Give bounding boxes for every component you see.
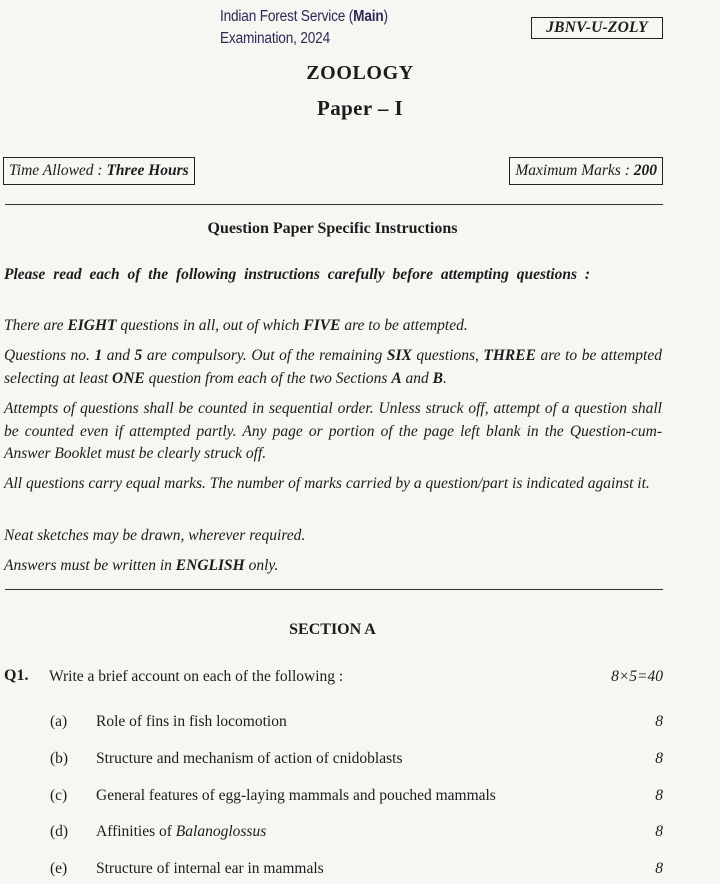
p1-bold-b: EIGHT bbox=[67, 317, 117, 334]
question-part bbox=[0, 860, 720, 884]
time-label: Time Allowed : bbox=[9, 162, 107, 179]
question-part bbox=[0, 750, 720, 774]
stamp-bold: Main bbox=[353, 8, 384, 25]
question-marks: 8×5=40 bbox=[611, 668, 663, 685]
part-text: General features of egg-laying mammals and pouched mammals bbox=[96, 787, 496, 804]
p1-text-a: There are bbox=[4, 317, 68, 334]
instructions-lead: Please read each of the following instructions carefully before attempting questions : bbox=[4, 266, 591, 283]
part-marks: 8 bbox=[655, 787, 663, 804]
marks-label: Maximum Marks : bbox=[515, 162, 634, 179]
p2-bold-j: ONE bbox=[112, 369, 145, 387]
paper-title: Paper – I bbox=[316, 96, 404, 120]
question-text: Write a brief account on each of the following : bbox=[49, 668, 344, 685]
marks-value: 200 bbox=[633, 162, 657, 179]
instruction-compulsory bbox=[4, 345, 662, 390]
p2-text-o: . bbox=[443, 369, 447, 387]
stamp-prefix: Indian Forest Service ( bbox=[220, 8, 354, 25]
part-label: (a) bbox=[50, 713, 68, 730]
question-part bbox=[0, 787, 720, 811]
part-marks: 8 bbox=[655, 713, 663, 730]
stamp-line-1 bbox=[220, 6, 388, 28]
p6-bold-b: ENGLISH bbox=[175, 557, 245, 574]
part-text-italic: Balanoglossus bbox=[175, 823, 267, 840]
exam-stamp bbox=[220, 6, 388, 50]
part-label: (b) bbox=[50, 750, 69, 767]
part-text: Role of fins in fish locomotion bbox=[96, 713, 287, 730]
p1-bold-d: FIVE bbox=[303, 317, 341, 334]
instruction-question-count bbox=[4, 315, 662, 338]
p2-bold-b: 1 bbox=[94, 347, 103, 364]
subject-title: ZOOLOGY bbox=[306, 62, 414, 84]
instruction-language bbox=[4, 555, 662, 578]
part-label: (c) bbox=[50, 787, 68, 804]
instruction-sketches: Neat sketches may be drawn, wherever required. bbox=[4, 527, 306, 544]
divider-top bbox=[5, 204, 663, 205]
p2-text-c: and bbox=[102, 347, 135, 364]
p2-text-e: are compulsory. Out of the remaining bbox=[142, 347, 387, 364]
p2-bold-n: B bbox=[432, 369, 444, 387]
part-text: Structure and mechanism of action of cnidoblasts bbox=[96, 750, 403, 767]
paper-code: JBNV-U-ZOLY bbox=[531, 17, 663, 39]
stamp-suffix: ) bbox=[383, 8, 388, 25]
time-value: Three Hours bbox=[106, 162, 189, 179]
p2-bold-d: 5 bbox=[134, 347, 143, 364]
part-text-prefix: Affinities of bbox=[96, 823, 176, 840]
instruction-marks: All questions carry equal marks. The number of marks carried by a question/part is indicated against it. bbox=[4, 475, 650, 492]
p2-text-g: questions, bbox=[411, 347, 484, 364]
p6-text-c: only. bbox=[244, 557, 279, 574]
section-a-title: SECTION A bbox=[289, 621, 376, 638]
p2-text-m: and bbox=[401, 369, 433, 387]
p2-text-k: question from each of the two Sections bbox=[144, 369, 392, 387]
divider-bottom bbox=[5, 589, 663, 590]
question-number: Q1. bbox=[4, 667, 29, 684]
question-part bbox=[0, 823, 720, 847]
part-label: (d) bbox=[50, 823, 69, 840]
p6-text-a: Answers must be written in bbox=[4, 557, 176, 574]
time-allowed-box bbox=[3, 157, 195, 185]
p1-text-e: are to be attempted. bbox=[340, 317, 468, 334]
part-marks: 8 bbox=[655, 860, 663, 877]
p2-bold-l: A bbox=[391, 369, 402, 387]
part-text bbox=[96, 823, 266, 841]
part-text: Structure of internal ear in mammals bbox=[96, 860, 324, 877]
question-part bbox=[0, 713, 720, 737]
stamp-line-2: Examination, 2024 bbox=[220, 30, 330, 47]
p2-text-i: are to be attempted selecting at least bbox=[4, 347, 662, 387]
p2-text-a: Questions no. bbox=[4, 347, 95, 364]
instruction-attempt-order: Attempts of questions shall be counted in sequential order. Unless struck off, attempt of a question shall be counted even if attempted partly. Any page or portion of the page left blank in the Question-cum-Answer Booklet must be clearly struck off. bbox=[4, 400, 662, 462]
p1-text-c: questions in all, out of which bbox=[116, 317, 304, 334]
part-label: (e) bbox=[50, 860, 68, 877]
p2-bold-h: THREE bbox=[483, 347, 536, 364]
part-marks: 8 bbox=[655, 823, 663, 840]
instructions-heading: Question Paper Specific Instructions bbox=[207, 220, 458, 237]
part-marks: 8 bbox=[655, 750, 663, 767]
p2-bold-f: SIX bbox=[386, 347, 412, 364]
maximum-marks-box bbox=[509, 157, 663, 185]
